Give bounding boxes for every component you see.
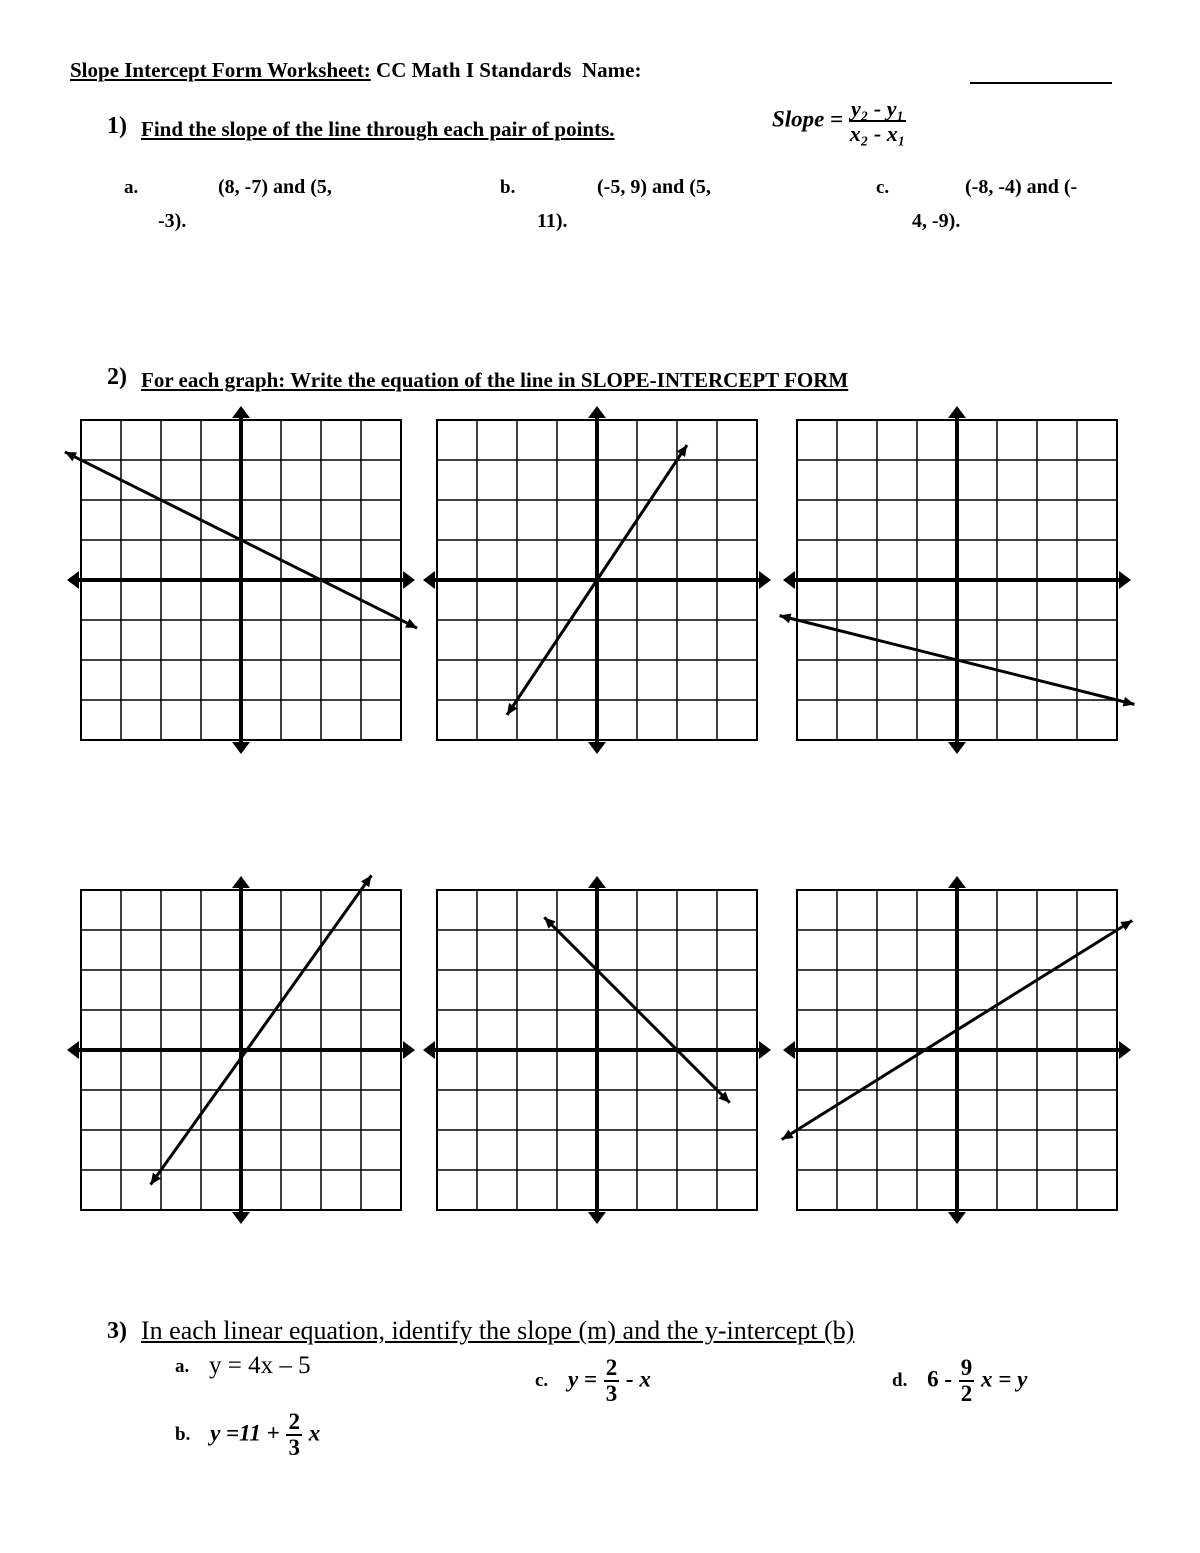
y-axis-arrow-up	[588, 876, 606, 888]
q3-number: 3)	[107, 1318, 127, 1344]
slope-formula-label: Slope	[772, 106, 825, 132]
graph-5	[437, 890, 759, 1212]
q3c-post: - x	[626, 1366, 651, 1392]
x-axis-arrow-left	[783, 571, 795, 589]
q1-number: 1)	[107, 113, 127, 139]
worksheet-title: Slope Intercept Form Worksheet:	[70, 58, 371, 82]
q3d-denominator: 2	[960, 1381, 973, 1407]
x-axis-arrow-right	[759, 571, 771, 589]
x-axis-arrow-left	[67, 1041, 79, 1059]
q3d-numerator: 9	[959, 1356, 975, 1382]
y-axis-arrow-down	[232, 1212, 250, 1224]
q1a-letter: a.	[124, 177, 139, 198]
y-axis-arrow-up	[232, 876, 250, 888]
q3c-fraction	[604, 1356, 620, 1406]
y-axis-arrow-down	[588, 1212, 606, 1224]
x-axis-arrow-right	[403, 1041, 415, 1059]
y-axis-arrow-down	[948, 742, 966, 754]
x-axis-arrow-left	[783, 1041, 795, 1059]
q1b-line1: (-5, 9) and (5,	[597, 176, 711, 198]
q3c-denominator: 3	[605, 1381, 618, 1407]
y-axis-arrow-up	[948, 876, 966, 888]
y-axis-arrow-down	[588, 742, 606, 754]
q3b-fraction	[286, 1410, 302, 1460]
x-axis-arrow-left	[423, 1041, 435, 1059]
q3b-numerator: 2	[286, 1410, 302, 1436]
worksheet-header	[70, 58, 641, 83]
q1c-line1: (-8, -4) and (-	[965, 176, 1078, 198]
graph-2	[437, 420, 759, 742]
y-axis-arrow-up	[232, 406, 250, 418]
q1b-letter: b.	[500, 177, 516, 198]
q3c-pre: y =	[567, 1366, 598, 1392]
slope-formula-numerator: y₂ - y₁	[851, 96, 905, 121]
q3d-pre: 6 -	[927, 1366, 952, 1392]
x-axis-arrow-right	[759, 1041, 771, 1059]
q3d-fraction	[959, 1356, 975, 1406]
q3a-letter: a.	[175, 1356, 190, 1377]
q3b-denominator: 3	[288, 1435, 300, 1461]
q2-number: 2)	[107, 364, 127, 390]
x-axis-arrow-right	[403, 571, 415, 589]
y-axis-arrow-down	[948, 1212, 966, 1224]
slope-formula-equals: =	[830, 106, 844, 132]
graph-4	[81, 890, 403, 1212]
q1c-line2: 4, -9).	[912, 210, 961, 232]
q1b-line2: 11).	[537, 210, 568, 232]
x-axis-arrow-right	[1119, 1041, 1131, 1059]
q3b-letter: b.	[175, 1424, 191, 1446]
q1a-line2: -3).	[158, 210, 187, 232]
graph-1	[81, 420, 403, 742]
q3c-equation	[535, 1356, 651, 1406]
q3-prompt: In each linear equation, identify the slope (m) and the y-intercept (b)	[141, 1316, 855, 1345]
slope-formula-denominator: x₂ - x₁	[849, 121, 906, 147]
q1c-letter: c.	[876, 177, 890, 198]
graph-3	[797, 420, 1119, 742]
q3a-equation: y = 4x – 5	[209, 1352, 311, 1379]
x-axis-arrow-left	[67, 571, 79, 589]
q3b-post: x	[308, 1420, 321, 1446]
name-label: Name:	[581, 58, 642, 82]
slope-formula-fraction	[849, 97, 906, 145]
q3c-numerator: 2	[604, 1356, 620, 1382]
y-axis-arrow-down	[232, 742, 250, 754]
q3c-letter: c.	[535, 1370, 549, 1392]
worksheet-subtitle: CC Math I Standards	[376, 58, 572, 82]
q1-prompt: Find the slope of the line through each pair of points.	[141, 117, 615, 141]
q3d-post: x = y	[981, 1366, 1028, 1392]
q3d-equation	[892, 1356, 1027, 1406]
name-blank-line	[970, 82, 1112, 84]
x-axis-arrow-right	[1119, 571, 1131, 589]
q2-prompt: For each graph: Write the equation of the line in SLOPE-INTERCEPT FORM	[141, 368, 849, 392]
y-axis-arrow-up	[948, 406, 966, 418]
graph-6	[797, 890, 1119, 1212]
q3d-letter: d.	[892, 1370, 908, 1392]
y-axis-arrow-up	[588, 406, 606, 418]
q3b-equation	[175, 1410, 320, 1460]
x-axis-arrow-left	[423, 571, 435, 589]
q3b-pre: y =11 +	[210, 1420, 280, 1446]
graphed-line	[151, 875, 372, 1184]
slope-formula	[772, 97, 906, 145]
q1a-line1: (8, -7) and (5,	[218, 176, 332, 198]
